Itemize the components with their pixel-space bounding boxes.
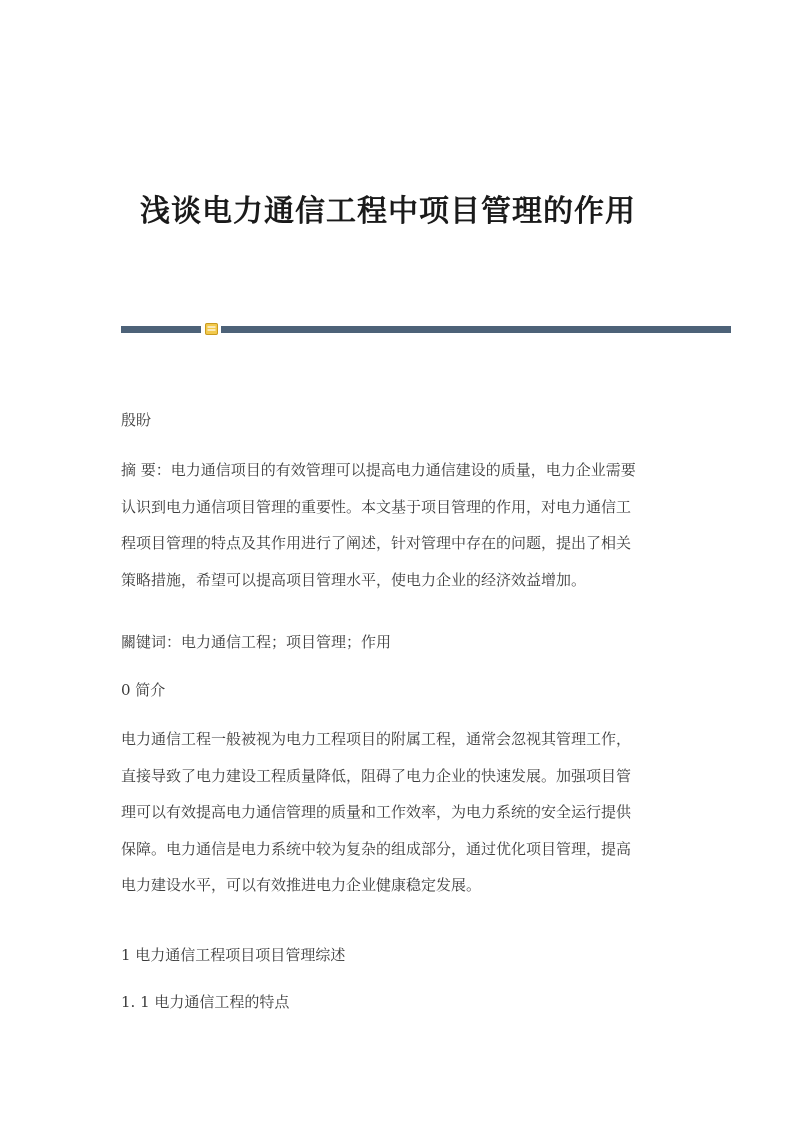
title-divider-right <box>221 326 731 333</box>
intro-line: 直接导致了电力建设工程质量降低，阻碍了电力企业的快速发展。加强项目管 <box>121 766 632 785</box>
author-name: 殷盼 <box>121 411 152 429</box>
divider-ornament-icon <box>205 323 218 335</box>
document-title: 浅谈电力通信工程中项目管理的作用 <box>140 194 636 229</box>
intro-line: 电力建设水平，可以有效推进电力企业健康稳定发展。 <box>121 876 482 894</box>
section-intro-heading: 0 简介 <box>121 681 166 699</box>
title-divider-left <box>121 326 201 333</box>
intro-line: 理可以有效提高电力通信管理的质量和工作效率，为电力系统的安全运行提供 <box>121 803 632 821</box>
keywords-line: 關键词：电力通信工程；项目管理；作用 <box>121 633 392 651</box>
intro-line: 电力通信工程一般被视为电力工程项目的附属工程，通常会忽视其管理工作， <box>121 730 632 748</box>
abstract-line: 策略措施，希望可以提高项目管理水平，使电力企业的经济效益增加。 <box>121 570 587 589</box>
intro-paragraph <box>121 721 681 904</box>
abstract-paragraph <box>121 452 681 598</box>
intro-line: 保障。电力通信是电力系统中较为复杂的组成部分，通过优化项目管理，提高 <box>121 839 632 858</box>
abstract-line: 摘 要：电力通信项目的有效管理可以提高电力通信建设的质量，电力企业需要 <box>121 461 636 479</box>
section-1-1-heading: 1. 1 电力通信工程的特点 <box>121 993 290 1011</box>
section-1-heading: 1 电力通信工程项目项目管理综述 <box>121 946 346 964</box>
abstract-line: 认识到电力通信项目管理的重要性。本文基于项目管理的作用，对电力通信工 <box>121 497 632 516</box>
abstract-line: 程项目管理的特点及其作用进行了阐述，针对管理中存在的问题，提出了相关 <box>121 534 632 552</box>
